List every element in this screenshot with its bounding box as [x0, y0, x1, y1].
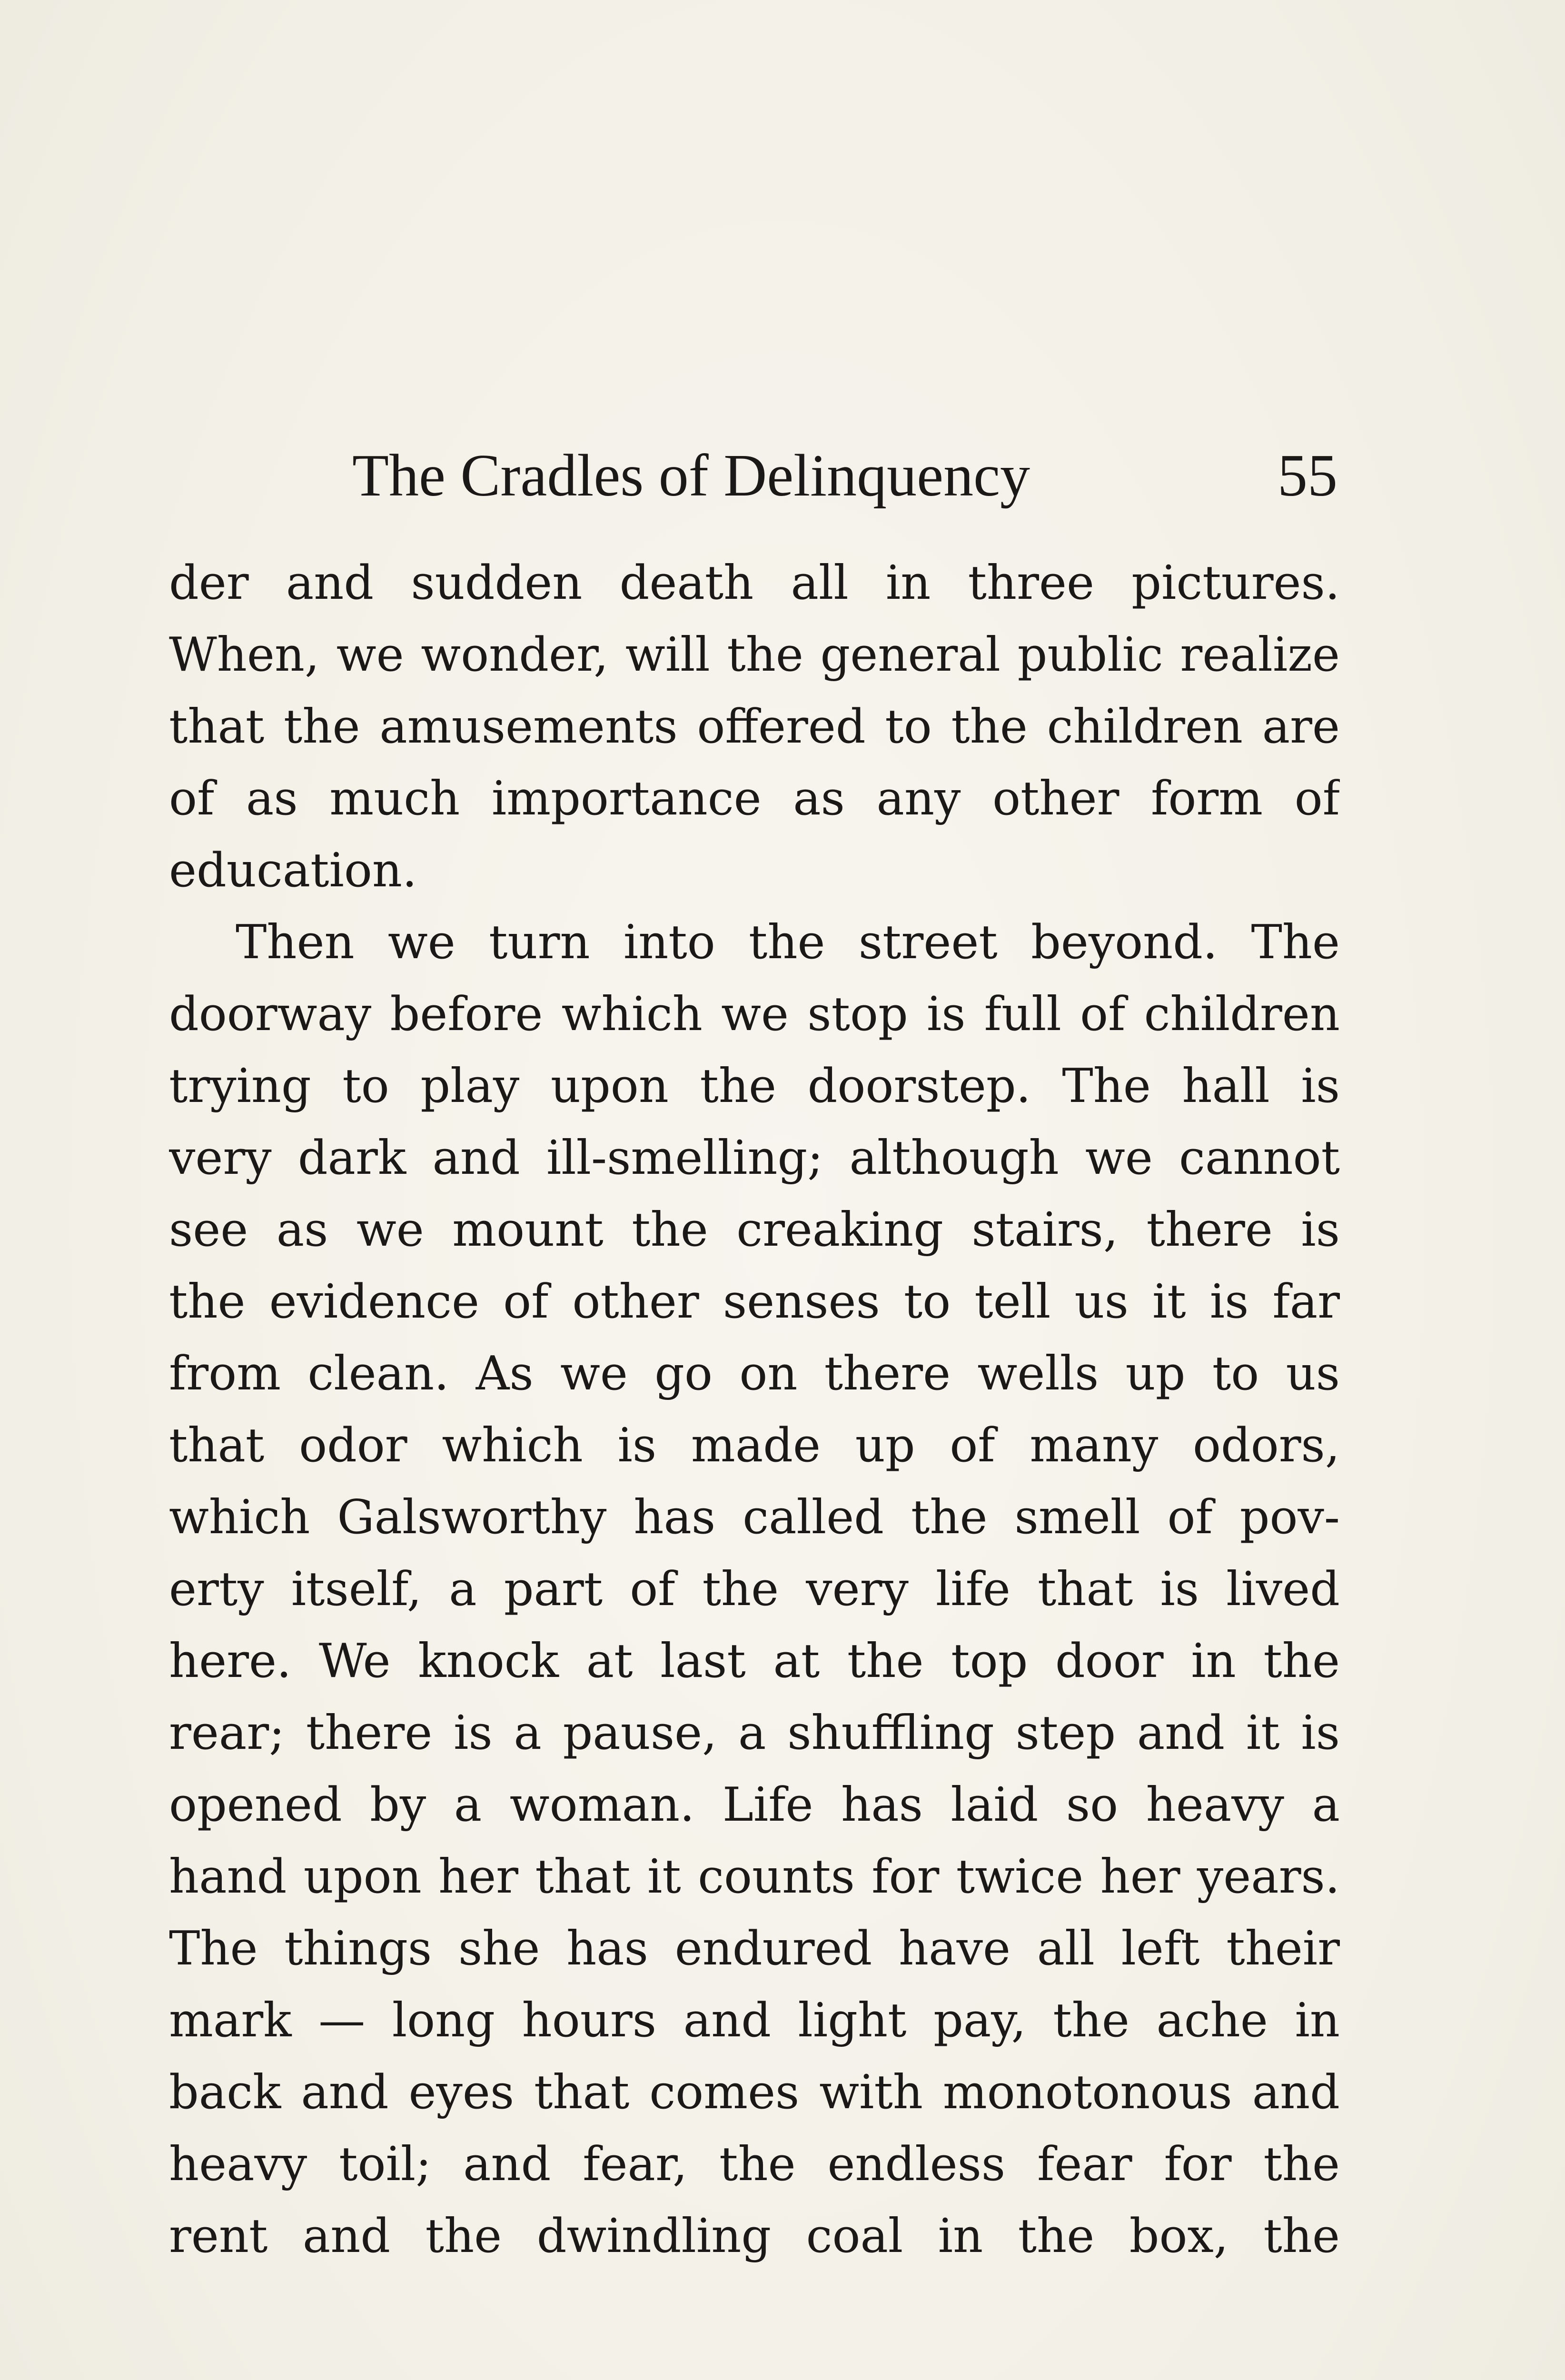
- text-line: Then we turn into the street beyond. The: [236, 915, 1340, 970]
- body-text: [169, 547, 1340, 2272]
- text-line: The things she has endured have all left their: [169, 1922, 1340, 1976]
- text-line: doorway before which we stop is full of children: [169, 987, 1340, 1041]
- text-line: back and eyes that comes with monotonous and: [169, 2065, 1340, 2120]
- text-line: here. We knock at last at the top door in the: [169, 1634, 1340, 1688]
- text-line: opened by a woman. Life has laid so heavy a: [169, 1778, 1340, 1832]
- text-line: hand upon her that it counts for twice her years.: [169, 1850, 1340, 1904]
- text-line: education.: [169, 843, 417, 898]
- text-line: When, we wonder, will the general public realize: [169, 628, 1340, 682]
- text-line: rear; there is a pause, a shuffling step and it is: [169, 1706, 1340, 1760]
- text-line: which Galsworthy has called the smell of pov-: [169, 1490, 1340, 1545]
- text-line: erty itself, a part of the very life that is lived: [169, 1562, 1340, 1616]
- text-line: of as much importance as any other form of: [169, 772, 1340, 826]
- running-head: [352, 438, 1337, 514]
- text-line: mark — long hours and light pay, the ache in: [169, 1993, 1340, 2048]
- text-line: trying to play upon the doorstep. The hall is: [169, 1059, 1340, 1113]
- text-line: very dark and ill-smelling; although we cannot: [169, 1131, 1340, 1185]
- text-line: that the amusements offered to the children are: [169, 700, 1340, 754]
- running-title: The Cradles of Delinquency: [352, 443, 1030, 509]
- text-line: heavy toil; and fear, the endless fear for the: [169, 2137, 1340, 2192]
- page-number: 55: [1278, 443, 1337, 509]
- text-line: from clean. As we go on there wells up to us: [169, 1347, 1340, 1401]
- text-line: the evidence of other senses to tell us it is far: [169, 1275, 1340, 1329]
- text-line: der and sudden death all in three pictures.: [169, 556, 1340, 610]
- text-line: see as we mount the creaking stairs, there is: [169, 1203, 1340, 1257]
- text-line: that odor which is made up of many odors,: [169, 1418, 1340, 1473]
- text-line: rent and the dwindling coal in the box, the: [169, 2209, 1340, 2263]
